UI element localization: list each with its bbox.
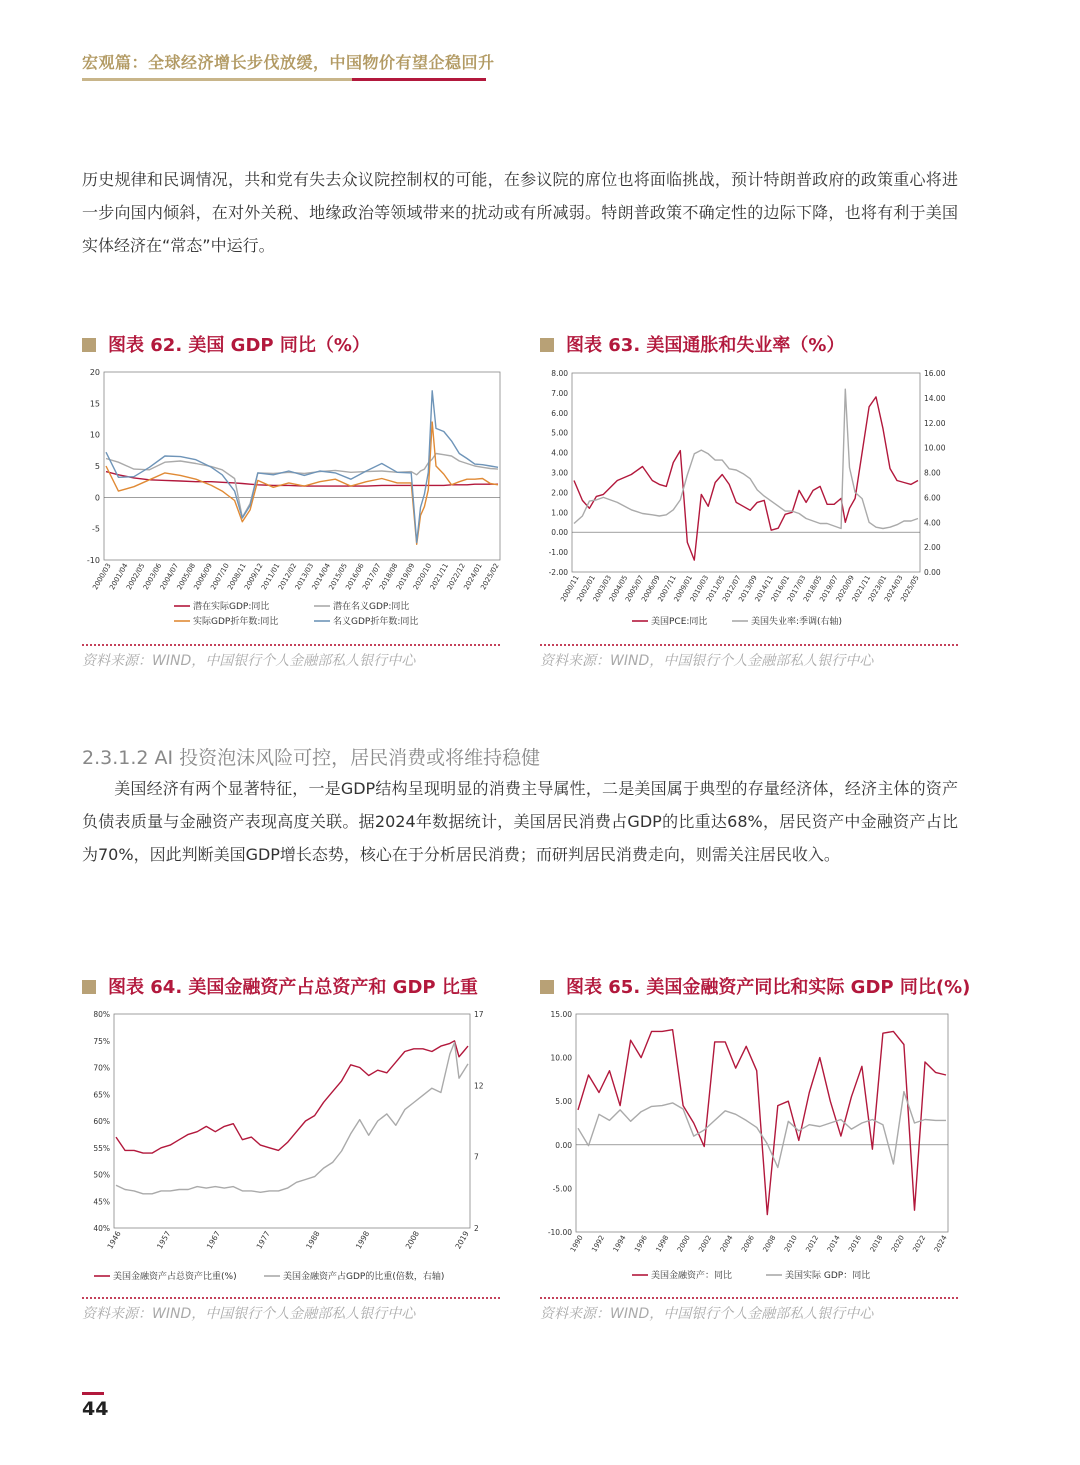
y-tick-label: 5.00	[551, 428, 568, 438]
chart-65-financial-assets-vs-gdp	[540, 1006, 960, 1288]
x-tick-label: 2022	[911, 1234, 928, 1254]
x-tick-label: 2010	[783, 1234, 799, 1254]
chart-64-title	[82, 973, 478, 999]
plot-frame	[114, 1014, 470, 1228]
body-paragraph-1: 历史规律和民调情况，共和党有失去众议院控制权的可能，在参议院的席位也将面临挑战，预计特朗普政府的政策重心将进一步向国内倾斜，在对外关税、地缘政治等领域带来的扰动或有所减弱。特朗普政策不确定性的边际下降，也将有利于美国实体经济在“常态”中运行。	[82, 170, 958, 255]
x-tick-label: 2018/05	[802, 574, 824, 604]
y2-tick-label: 6.00	[924, 493, 941, 503]
y2-tick-label: 2	[474, 1224, 479, 1233]
x-tick-label: 1988	[304, 1229, 322, 1251]
title-square-icon	[82, 980, 96, 994]
y-tick-label: 6.00	[551, 408, 568, 418]
plot-frame	[572, 373, 920, 572]
y-tick-label: 75%	[93, 1036, 110, 1046]
chart-62-divider	[82, 644, 500, 646]
series-line-1	[578, 1092, 946, 1168]
x-tick-label: 2018/08	[378, 562, 400, 592]
y-tick-label: -10	[86, 556, 100, 565]
y-tick-label: -5	[92, 524, 100, 534]
x-tick-label: 1967	[204, 1229, 223, 1251]
x-tick-label: 2016/06	[344, 562, 366, 592]
x-tick-label: 2025/05	[899, 574, 921, 604]
y-tick-label: 2.00	[551, 488, 568, 498]
y2-tick-label: 12.00	[924, 418, 946, 428]
x-tick-label: 1998	[654, 1234, 671, 1254]
x-tick-label: 2023/01	[866, 574, 889, 604]
chart-65-source: 资料来源：WIND，中国银行个人金融部私人银行中心	[540, 1306, 874, 1322]
body-paragraph-2	[82, 772, 958, 871]
y2-tick-label: 2.00	[924, 543, 941, 553]
chart-63-title-text: 图表 63. 美国通胀和失业率（%）	[566, 335, 845, 356]
y2-tick-label: 14.00	[924, 393, 946, 403]
x-tick-label: 2010/03	[688, 574, 711, 604]
x-tick-label: 2025/02	[479, 562, 501, 592]
x-tick-label: 2016/01	[769, 574, 792, 604]
y-tick-label: 80%	[93, 1010, 110, 1019]
series-line-3	[106, 391, 498, 543]
y2-tick-label: 4.00	[924, 518, 941, 528]
section-heading: 2.3.1.2 AI 投资泡沫风险可控，居民消费或将维持稳健	[82, 747, 541, 769]
x-tick-label: 2024/01	[462, 562, 484, 592]
x-tick-label: 1957	[155, 1229, 173, 1251]
y-tick-label: 60%	[93, 1117, 110, 1126]
x-tick-label: 2009/12	[243, 562, 265, 592]
y-tick-label: 1.00	[551, 508, 568, 518]
x-tick-label: 2017/03	[785, 574, 808, 604]
x-tick-label: 2008	[403, 1229, 422, 1251]
y2-tick-label: 17	[474, 1010, 484, 1019]
x-tick-label: 2013/09	[737, 574, 759, 604]
x-tick-label: 2018	[868, 1234, 885, 1254]
x-tick-label: 2017/07	[361, 562, 383, 592]
x-tick-label: 2024/03	[883, 574, 905, 604]
chart-63-divider	[540, 644, 958, 646]
legend-label: 名义GDP折年数:同比	[333, 617, 419, 627]
y-tick-label: 20	[89, 368, 100, 377]
y2-tick-label: 16.00	[924, 369, 946, 378]
y-tick-label: 3.00	[551, 468, 568, 478]
y-tick-label: -1.00	[548, 548, 568, 558]
running-header: 宏观篇：全球经济增长步伐放缓，中国物价有望企稳回升	[82, 53, 495, 72]
y2-tick-label: 0.00	[924, 568, 941, 577]
x-tick-label: 2022/12	[445, 562, 467, 592]
y-tick-label: 4.00	[551, 448, 568, 458]
x-tick-label: 2001/04	[108, 562, 130, 592]
x-tick-label: 2012	[804, 1234, 821, 1254]
chart-64-divider	[82, 1297, 500, 1299]
series-line-0	[578, 1030, 946, 1215]
x-tick-label: 1996	[633, 1234, 649, 1254]
chart-65-title	[540, 973, 970, 999]
x-tick-label: 2002	[697, 1234, 714, 1254]
y-tick-label: 70%	[93, 1063, 110, 1073]
x-tick-label: 2021/11	[428, 562, 451, 592]
x-tick-label: 2008	[761, 1234, 778, 1254]
legend-label: 美国实际 GDP：同比	[785, 1271, 871, 1281]
x-tick-label: 2020	[890, 1234, 906, 1254]
x-tick-label: 2007/10	[209, 562, 231, 592]
y-tick-label: 50%	[93, 1170, 110, 1180]
x-tick-label: 2000/11	[559, 574, 581, 604]
y2-tick-label: 8.00	[924, 468, 941, 478]
x-tick-label: 2006/09	[192, 562, 214, 592]
plot-area	[549, 369, 946, 627]
x-tick-label: 1946	[105, 1229, 123, 1251]
x-tick-label: 2002/01	[575, 574, 597, 604]
x-tick-label: 1977	[254, 1229, 272, 1251]
page-number: 44	[82, 1398, 109, 1420]
y-tick-label: 15.00	[550, 1010, 572, 1019]
legend-label: 潜在实际GDP:同比	[193, 602, 270, 612]
y-tick-label: -10.00	[547, 1228, 572, 1237]
y2-tick-label: 12	[474, 1081, 484, 1091]
series-line-1	[116, 1043, 468, 1194]
chart-63-title	[540, 331, 844, 357]
chart-63-source: 资料来源：WIND，中国银行个人金融部私人银行中心	[540, 653, 874, 669]
plot-area	[87, 368, 501, 627]
x-tick-label: 2016	[847, 1234, 864, 1254]
title-square-icon	[82, 338, 96, 352]
x-tick-label: 2014/11	[753, 574, 776, 604]
x-tick-label: 2012/07	[721, 574, 743, 604]
header-rule-red	[352, 78, 486, 81]
legend-label: 美国金融资产占GDP的比重(倍数，右轴)	[283, 1272, 445, 1282]
x-tick-label: 2019	[453, 1229, 471, 1251]
chart-64-financial-assets-share	[82, 1006, 502, 1288]
x-tick-label: 2009/01	[672, 574, 695, 604]
x-tick-label: 2020/10	[411, 562, 434, 592]
title-square-icon	[540, 338, 554, 352]
x-tick-label: 2011/05	[704, 574, 727, 604]
legend-label: 美国金融资产：同比	[651, 1271, 733, 1281]
x-tick-label: 2019/09	[394, 562, 417, 592]
plot-frame	[104, 372, 500, 560]
x-tick-label: 2006/09	[640, 574, 662, 604]
x-tick-label: 2015/05	[327, 562, 349, 592]
chart-64-source: 资料来源：WIND，中国银行个人金融部私人银行中心	[82, 1306, 416, 1322]
x-tick-label: 2019/07	[818, 574, 840, 604]
y-tick-label: 8.00	[551, 369, 568, 378]
x-tick-label: 2004/05	[607, 574, 630, 604]
x-tick-label: 2021/11	[850, 574, 873, 604]
y-tick-label: -5.00	[552, 1184, 572, 1194]
y-tick-label: 45%	[93, 1197, 110, 1207]
x-tick-label: 1994	[611, 1234, 628, 1254]
x-tick-label: 2002/05	[124, 562, 147, 592]
y-tick-label: 65%	[93, 1090, 110, 1100]
chart-65-divider	[540, 1297, 958, 1299]
y-tick-label: 10	[89, 430, 100, 440]
x-tick-label: 2007/11	[656, 574, 678, 604]
y-tick-label: 0.00	[555, 1140, 572, 1150]
x-tick-label: 1990	[568, 1234, 585, 1254]
x-tick-label: 2000/03	[91, 562, 113, 592]
y-tick-label: 10.00	[550, 1053, 572, 1063]
series-line-0	[574, 397, 918, 560]
x-tick-label: 2003/03	[591, 574, 614, 604]
legend-label: 潜在名义GDP:同比	[333, 602, 410, 612]
plot-area	[93, 1010, 483, 1282]
plot-area	[548, 1010, 949, 1281]
y-tick-label: 40%	[93, 1224, 110, 1233]
x-tick-label: 2013/03	[293, 562, 316, 592]
chart-62-source: 资料来源：WIND，中国银行个人金融部私人银行中心	[82, 653, 416, 669]
x-tick-label: 2012/02	[276, 562, 299, 592]
x-tick-label: 1992	[590, 1234, 607, 1254]
chart-65-title-text: 图表 65. 美国金融资产同比和实际 GDP 同比(%)	[566, 977, 971, 998]
x-tick-label: 2006	[740, 1234, 757, 1254]
x-tick-label: 2014/04	[310, 562, 333, 592]
x-tick-label: 2008/11	[226, 562, 248, 592]
page-number-bar	[82, 1392, 104, 1395]
chart-63-inflation-unemployment	[540, 364, 960, 634]
legend-label: 美国金融资产占总资产比重(%)	[113, 1272, 237, 1282]
chart-62-gdp-yoy	[82, 364, 502, 634]
chart-64-title-text: 图表 64. 美国金融资产占总资产和 GDP 比重	[108, 977, 478, 998]
x-tick-label: 2003/06	[141, 562, 164, 592]
series-line-0	[116, 1041, 468, 1153]
body-paragraph-2-text: 美国经济有两个显著特征，一是GDP结构呈现明显的消费主导属性，二是美国属于典型的存量经济体，经济主体的资产负债表质量与金融资产表现高度关联。据2024年数据统计，美国居民消费占GDP的比重达68%，居民资产中金融资产占比为70%，因此判断美国GDP增长态势，核心在于分析居民消费；而研判居民消费走向，则需关注居民收入。	[82, 779, 958, 864]
chart-62-title-text: 图表 62. 美国 GDP 同比（%）	[108, 335, 370, 356]
header-rule-gold	[82, 78, 352, 81]
y2-tick-label: 7	[474, 1152, 479, 1162]
x-tick-label: 2020/09	[834, 574, 856, 604]
legend-label: 美国失业率:季调(右轴)	[751, 617, 843, 627]
x-tick-label: 2024	[932, 1234, 949, 1254]
y-tick-label: 15	[89, 399, 100, 409]
plot-frame	[576, 1014, 948, 1232]
y-tick-label: 5.00	[555, 1097, 572, 1107]
y-tick-label: 0.00	[551, 528, 568, 538]
y-tick-label: 55%	[93, 1143, 110, 1153]
series-line-2	[106, 422, 498, 544]
y2-tick-label: 10.00	[924, 443, 946, 453]
x-tick-label: 2005/07	[624, 574, 646, 604]
x-tick-label: 1998	[353, 1229, 372, 1251]
x-tick-label: 2004/07	[158, 562, 181, 592]
chart-62-title	[82, 331, 370, 357]
x-tick-label: 2000	[675, 1234, 692, 1254]
y-tick-label: -2.00	[548, 568, 568, 577]
y-tick-label: 7.00	[551, 388, 568, 398]
title-square-icon	[540, 980, 554, 994]
y-tick-label: 0	[94, 493, 100, 503]
legend-label: 实际GDP折年数:同比	[193, 617, 279, 627]
x-tick-label: 2014	[825, 1234, 842, 1254]
legend-label: 美国PCE:同比	[651, 617, 708, 627]
x-tick-label: 2004	[718, 1234, 735, 1254]
x-tick-label: 2011/01	[259, 562, 282, 592]
y-tick-label: 5	[94, 462, 100, 471]
x-tick-label: 2005/08	[175, 562, 198, 592]
